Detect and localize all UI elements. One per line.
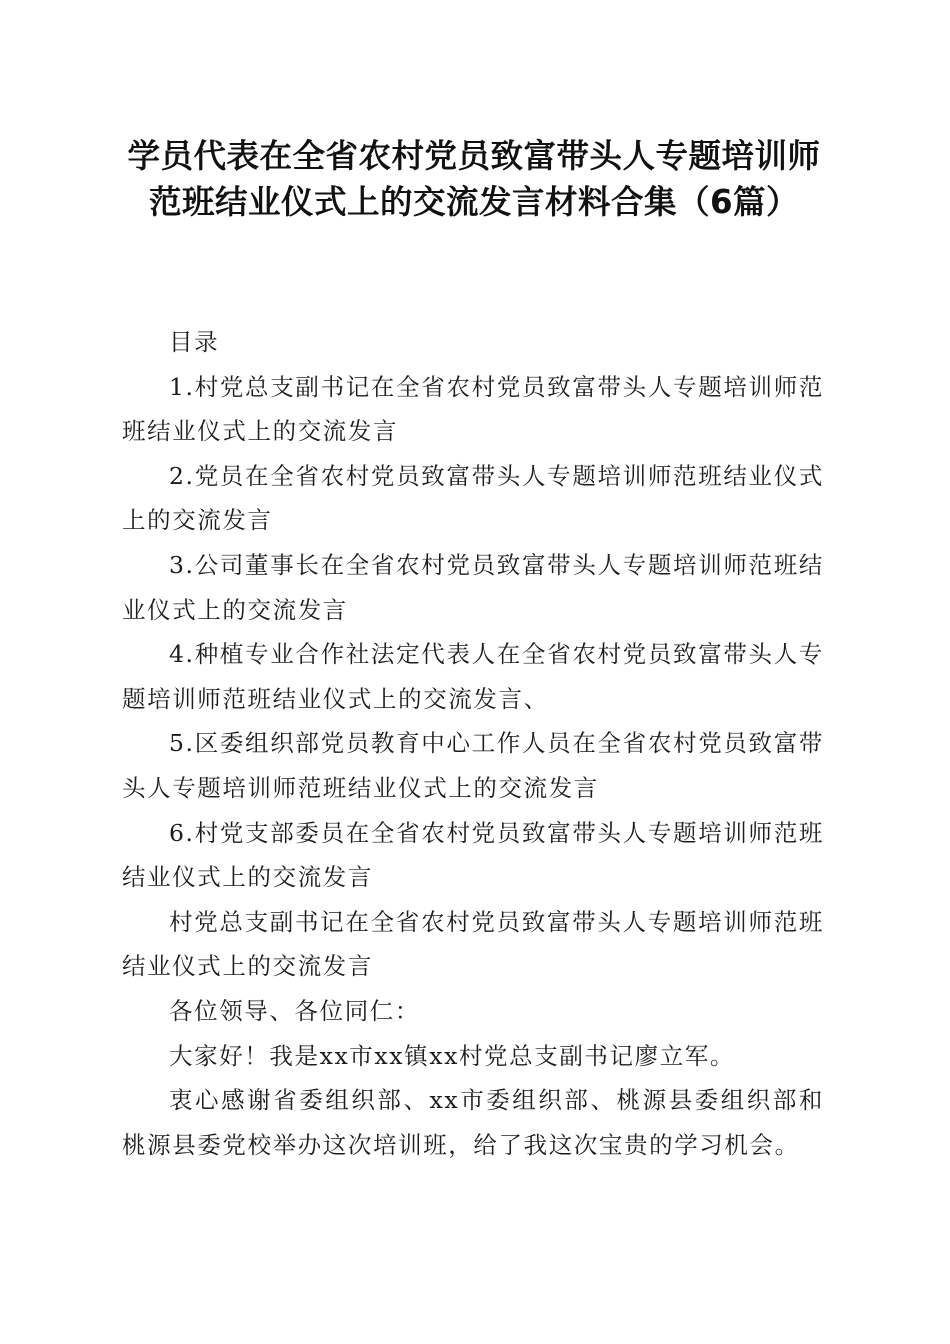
body-paragraph-1: 大家好！我是xx市xx镇xx村党总支副书记廖立军。 bbox=[169, 1041, 736, 1070]
toc-item-1: 1.村党总支副书记在全省农村党员致富带头人专题培训师范班结业仪式上的交流发言 bbox=[122, 372, 824, 446]
toc-item-3: 3.公司董事长在全省农村党员致富带头人专题培训师范班结业仪式上的交流发言 bbox=[122, 550, 824, 624]
body-paragraph-2: 衷心感谢省委组织部、xx市委组织部、桃源县委组织部和桃源县委党校举办这次培训班，给了我这次宝贵的学习机会。 bbox=[122, 1086, 824, 1159]
greeting: 各位领导、各位同仁： bbox=[169, 996, 420, 1025]
document-body bbox=[122, 320, 824, 1167]
toc-item-6: 6.村党支部委员在全省农村党员致富带头人专题培训师范班结业仪式上的交流发言 bbox=[122, 818, 824, 892]
document-title: 学员代表在全省农村党员致富带头人专题培训师范班结业仪式上的交流发言材料合集（6篇） bbox=[127, 137, 821, 221]
toc-item-4: 4.种植专业合作社法定代表人在全省农村党员致富带头人专题培训师范班结业仪式上的交流发言、 bbox=[122, 640, 824, 713]
section-title: 村党总支副书记在全省农村党员致富带头人专题培训师范班结业仪式上的交流发言 bbox=[122, 907, 824, 981]
toc-heading: 目录 bbox=[169, 328, 220, 356]
toc-item-2: 2.党员在全省农村党员致富带头人专题培训师范班结业仪式上的交流发言 bbox=[122, 461, 824, 535]
toc-item-5: 5.区委组织部党员教育中心工作人员在全省农村党员致富带头人专题培训师范班结业仪式上的交流发言 bbox=[122, 729, 824, 802]
